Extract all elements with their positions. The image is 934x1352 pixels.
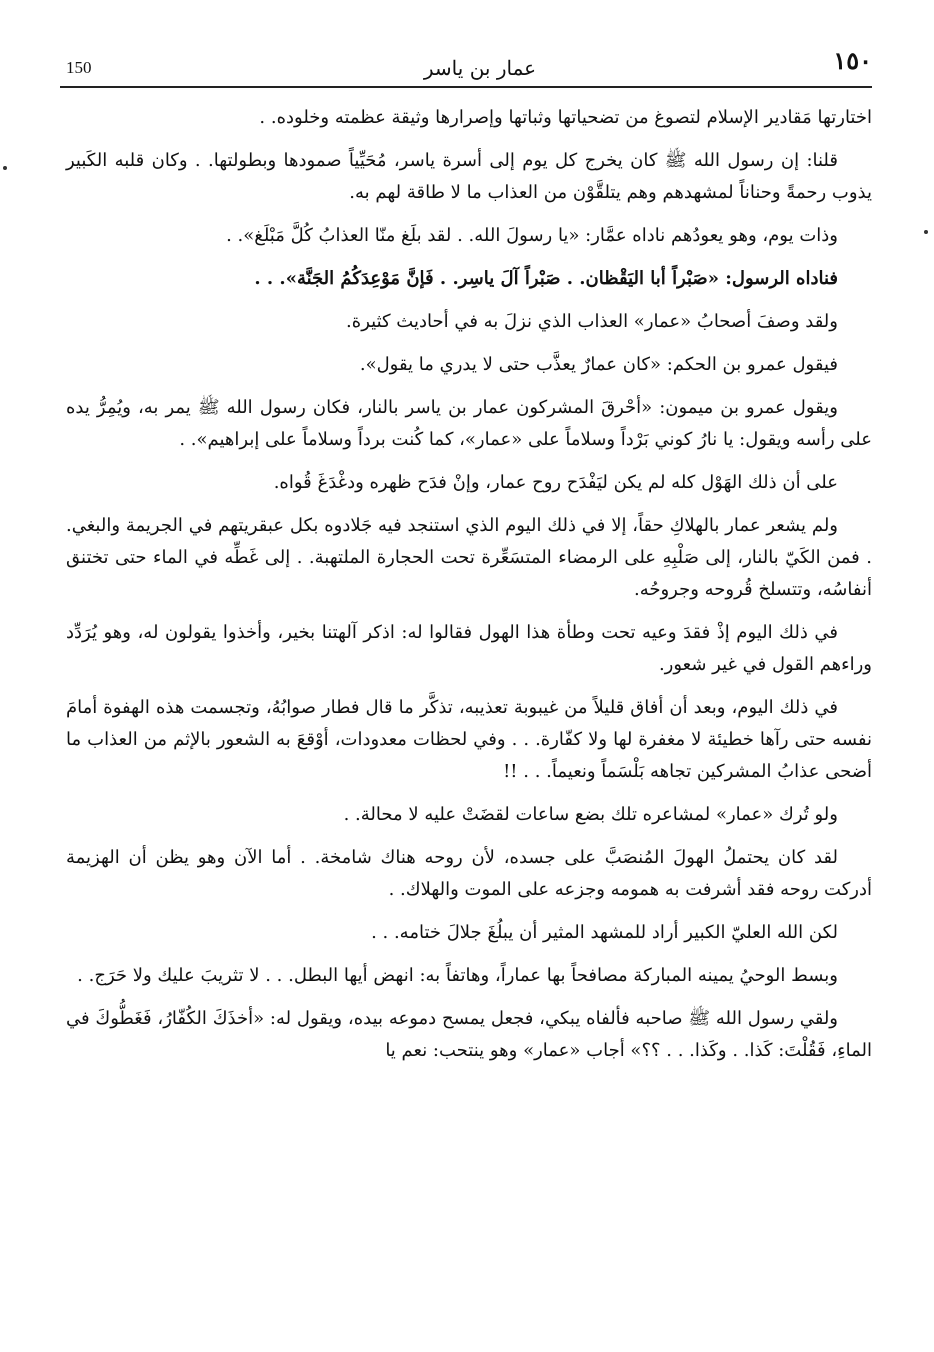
page-number-latin: 150 bbox=[66, 58, 92, 77]
paragraph: في ذلك اليوم، وبعد أن أفاق قليلاً من غيبوبة تعذيبه، تذكَّر ما قال فطار صوابُهُ، وتجسمت هذه الهفوة أمامَ نفسه حتى رآها خطيئة لا مغفرة لها ولا كفّارة. . . وفي لحظات معدودات، أوْقعَ به الشعور بالإثم من العذاب ما أضحى عذابُ المشركين تجاهه بَلْسَماً ونعيماً. . . !! bbox=[66, 697, 872, 782]
scan-speck bbox=[924, 230, 928, 234]
paragraph: على أن ذلك الهَوْل كله لم يكن ليَفْدَح روح عمار، وإنْ فدَح ظهره ودغْدَغَ قُواه. bbox=[273, 472, 838, 493]
paragraph: وذات يوم، وهو يعودُهم ناداه عمَّار: «يا رسولَ الله. . لقد بلَغ منّا العذابُ كُلَّ مَبْلَغ». . bbox=[226, 225, 838, 246]
paragraph: ولقد وصفَ أصحابُ «عمار» العذاب الذي نزلَ به في أحاديث كثيرة. bbox=[346, 311, 838, 332]
paragraph: ولم يشعر عمار بالهلاكِ حقاً، إلا في ذلك اليوم الذي استنجد فيه جَلادوه بكل عبقريتهم في الجريمة والبغي. . فمن الكَيّ بالنار، إلى صَلْبِهِ على الرمضاء المتسَعِّرة تحت الحجارة الملتهبة. . إلى غَطِّه في الماء حتى تختنق أنفاسُه، وتتسلخ قُروحه وجروحُه. bbox=[66, 515, 872, 600]
paragraph: لقد كان يحتملُ الهولَ المُنصَبَّ على جسده، لأن روحه هناك شامخة. . أما الآن وهو يظن أن الهزيمة أدركت روحه فقد أشرفت به همومه وجزعه على الموت والهلاك. . bbox=[66, 847, 872, 900]
scan-speck bbox=[3, 166, 7, 170]
paragraph: قلنا: إن رسول الله ﷺ كان يخرج كل يوم إلى أسرة ياسر، مُحَيِّياً صمودها وبطولتها. . وكان قلبه الكَبير يذوب رحمةً وحناناً لمشهدهم وهم يتلقَّوْن من العذاب ما لا طاقة لهم به. bbox=[66, 150, 872, 203]
paragraph: لكن الله العليّ الكبير أراد للمشهد المثير أن يبلُغَ جلالَ ختامه. . . bbox=[371, 922, 838, 943]
paragraph: في ذلك اليوم إذْ فقدَ وعيه تحت وطأة هذا الهول فقالوا له: اذكر آلهتنا بخير، وأخذوا يقولون له، وهو يُرَدِّد وراءهم القول في غير شعور. bbox=[66, 622, 872, 675]
paragraph: ولو تُرك «عمار» لمشاعره تلك بضع ساعات لقضَتْ عليه لا محالة. . bbox=[343, 804, 838, 825]
paragraph: اختارتها مَقادير الإسلام لتصوغ من تضحياتها وثباتها وإصرارها وثيقة عظمته وخلوده. . bbox=[259, 107, 872, 128]
page-number-arabic: ١٥٠ bbox=[833, 46, 872, 75]
paragraph: وبسط الوحيُ يمينه المباركة مصافحاً بها عماراً، وهاتفاً به: انهض أيها البطل. . . لا تثريبَ عليك ولا حَرَج. . bbox=[77, 965, 838, 986]
header-rule bbox=[60, 86, 872, 88]
body-text bbox=[66, 102, 872, 1078]
page-header bbox=[60, 44, 872, 84]
paragraph: فيقول عمرو بن الحكم: «كان عمارٌ يعذَّب حتى لا يدري ما يقول». bbox=[359, 354, 838, 375]
running-title: عمار بن ياسر bbox=[423, 56, 537, 80]
paragraph: ولقي رسول الله ﷺ صاحبه فألفاه يبكي، فجعل يمسح دموعه بيده، ويقول له: «أخذَكَ الكُفّارُ، فَغَطُّوكَ في الماءِ، فَقُلْتَ: كَذا. . وكَذا. . . ؟؟» أجاب «عمار» وهو ينتحب: نعم يا bbox=[66, 1008, 872, 1061]
paragraph-hadith: فناداه الرسول: «صَبْراً أبا اليَقْظان. . صَبْراً آلَ ياسِر. . فَإنَّ مَوْعِدَكُمُ الجَنَّة». . . bbox=[254, 268, 838, 289]
paragraph: ويقول عمرو بن ميمون: «أحْرقَ المشركون عمار بن ياسر بالنار، فكان رسول الله ﷺ يمر به، ويُمِرُّ يده على رأسه ويقول: يا نارُ كوني بَرْداً وسلاماً على «عمار»، كما كُنت برداً وسلاماً على إبراهيم». . bbox=[66, 397, 872, 450]
